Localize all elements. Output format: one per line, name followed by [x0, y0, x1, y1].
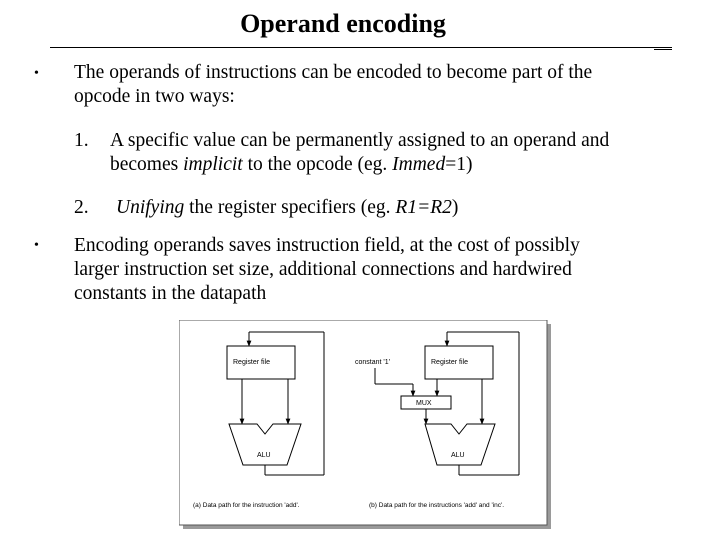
title-rule: [50, 47, 672, 48]
item-2-text: Unifying the register specifiers (eg. R1=R2): [116, 197, 459, 218]
bullet-dot: •: [34, 238, 39, 253]
item-2-number: 2.: [74, 197, 89, 218]
register-file-left-label: Register file: [233, 359, 270, 366]
register-file-right-label: Register file: [431, 359, 468, 366]
alu-left-label: ALU: [257, 452, 271, 459]
bullet-2-text: Encoding operands saves instruction field, at the cost of possibly larger instruction set size, additional connections and hardwired constants in the datapath: [74, 235, 580, 304]
item-1-text: A specific value can be permanently assigned to an operand and becomes implicit to the opcode (eg. Immed=1): [110, 130, 610, 175]
mux-label: MUX: [416, 400, 432, 407]
datapath-figure: [179, 320, 552, 530]
alu-right-label: ALU: [451, 452, 465, 459]
title-rule-tail: [654, 49, 672, 50]
caption-right: (b) Data path for the instructions 'add' and 'inc'.: [369, 502, 505, 509]
constant-label: constant '1': [355, 359, 390, 366]
item-1-number: 1.: [74, 130, 89, 151]
slide-title: Operand encoding: [240, 9, 446, 38]
bullet-dot: •: [34, 66, 39, 81]
bullet-1-text: The operands of instructions can be encoded to become part of the opcode in two ways:: [74, 62, 593, 107]
caption-left: (a) Data path for the instruction 'add'.: [193, 502, 300, 509]
